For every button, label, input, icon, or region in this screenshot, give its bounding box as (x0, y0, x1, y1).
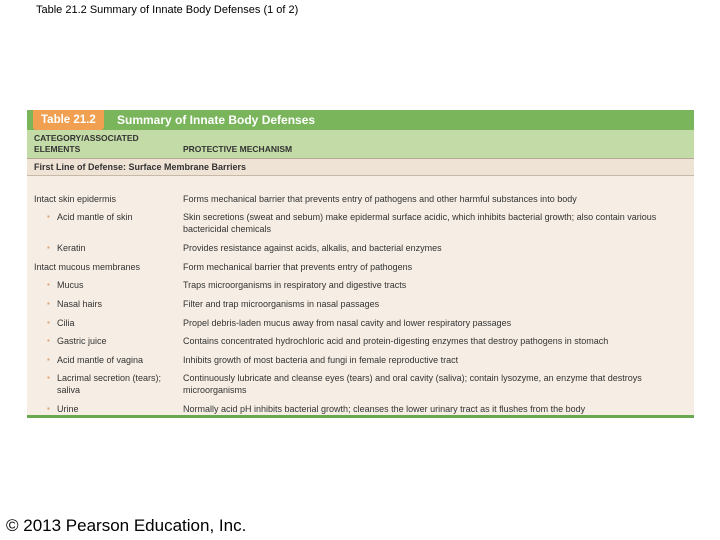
bullet-icon: ▪ (47, 336, 50, 345)
element-label: Acid mantle of skin (57, 212, 133, 222)
mechanism-text: Continuously lubricate and cleanse eyes (tears) and oral cavity (saliva); contain lysozyme, an enzyme that destroys microorganisms (183, 373, 642, 395)
innate-defenses-table (27, 110, 694, 418)
header-category (34, 133, 139, 155)
table-title-bar (27, 110, 694, 130)
mechanism-text: Provides resistance against acids, alkalis, and bacterial enzymes (183, 243, 442, 253)
slide-title: Table 21.2 Summary of Innate Body Defenses (1 of 2) (36, 4, 299, 16)
element-label: Cilia (57, 318, 75, 328)
bullet-icon: ▪ (47, 404, 50, 413)
header-mechanism: PROTECTIVE MECHANISM (183, 144, 293, 154)
element-label: Mucus (57, 280, 84, 290)
element-label: Acid mantle of vagina (57, 355, 144, 365)
element-label: Lacrimal secretion (tears); saliva (57, 373, 162, 395)
mechanism-text: Filter and trap microorganisms in nasal passages (183, 299, 380, 309)
element-label: Intact mucous membranes (34, 262, 141, 272)
bullet-icon: ▪ (47, 212, 50, 221)
mechanism-text: Normally acid pH inhibits bacterial growth; cleanses the lower urinary tract as it flushes from the body (183, 404, 586, 414)
header-category-line1: CATEGORY/ASSOCIATED (34, 133, 139, 143)
mechanism-text: Inhibits growth of most bacteria and fungi in female reproductive tract (183, 355, 459, 365)
bullet-icon: ▪ (47, 299, 50, 308)
bullet-icon: ▪ (47, 355, 50, 364)
table-number-badge: Table 21.2 (33, 110, 104, 130)
section-heading: First Line of Defense: Surface Membrane Barriers (27, 158, 694, 176)
mechanism-text: Skin secretions (sweat and sebum) make epidermal surface acidic, which inhibits bacterial growth; also contain various bactericidal chemicals (183, 212, 657, 234)
copyright-notice: © 2013 Pearson Education, Inc. (6, 516, 247, 535)
bullet-icon: ▪ (47, 280, 50, 289)
table-title: Summary of Innate Body Defenses (117, 113, 316, 127)
bullet-icon: ▪ (47, 373, 50, 382)
element-label: Urine (57, 404, 79, 414)
bullet-icon: ▪ (47, 243, 50, 252)
mechanism-text: Contains concentrated hydrochloric acid and protein-digesting enzymes that destroy pathogens in stomach (183, 336, 609, 346)
element-label: Keratin (57, 243, 86, 253)
element-label: Gastric juice (57, 336, 107, 346)
mechanism-text: Traps microorganisms in respiratory and digestive tracts (183, 280, 407, 290)
header-category-line2: ELEMENTS (34, 144, 81, 154)
bullet-icon: ▪ (47, 318, 50, 327)
element-label: Intact skin epidermis (34, 194, 117, 204)
mechanism-text: Forms mechanical barrier that prevents entry of pathogens and other harmful substances into body (183, 194, 577, 204)
table-header (27, 130, 694, 158)
mechanism-text: Propel debris-laden mucus away from nasal cavity and lower respiratory passages (183, 318, 512, 328)
element-label: Nasal hairs (57, 299, 103, 309)
mechanism-text: Form mechanical barrier that prevents entry of pathogens (183, 262, 413, 272)
